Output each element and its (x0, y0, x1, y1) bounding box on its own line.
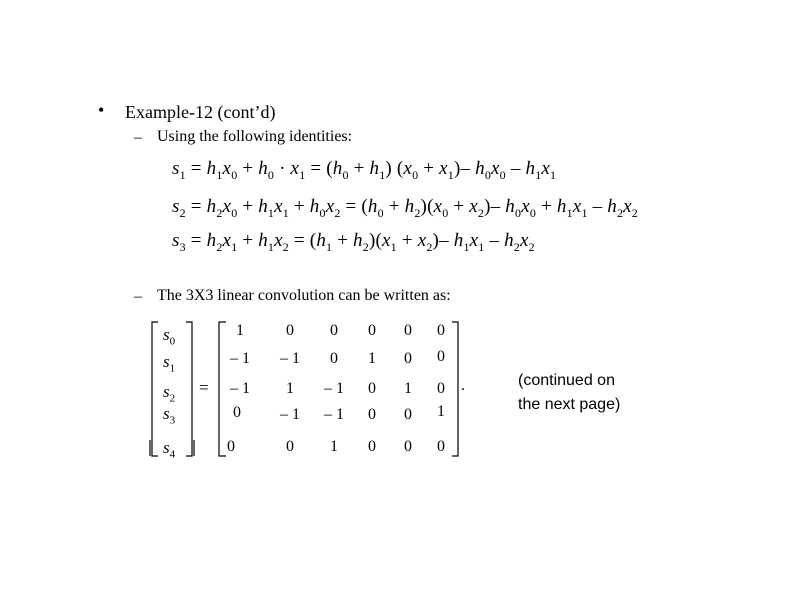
matrix-cell: 0 (286, 438, 294, 455)
matrix-cell: 0 (330, 350, 338, 367)
matrix-cell: 1 (404, 380, 412, 397)
s-vector-entry-3: $s_3$ (163, 404, 176, 427)
matrix-cell: 0 (404, 350, 412, 367)
matrix-cell: 0 (368, 322, 376, 339)
matrix-cell: 0 (227, 438, 235, 455)
matrix-cell: 0 (233, 404, 241, 421)
matrix-cell: 1 (330, 438, 338, 455)
matrix-cell: 0 (437, 438, 445, 455)
identity-equation-3: $s_3 = h_2x_1 + h_1x_2 = (h_1 + h_2)(x_1 + x_2)-$ $h_1x_1 - h_2x_2$ (172, 230, 535, 254)
continued-note (518, 369, 620, 417)
s-vector-entry-4: $s_4$ (163, 438, 176, 461)
continued-note-line-1: (continued on (518, 372, 615, 389)
sub-bullet-text-1: Using the following identities: (157, 128, 353, 145)
matrix-cell: 0 (437, 348, 445, 365)
sub-bullet-dash-2: – (134, 288, 142, 305)
matrix-cell: – 1 (324, 406, 344, 423)
svec-left-bracket (152, 322, 158, 456)
identity-equation-1: $s_1 = h_1x_0 + h_0 \cdot x_1 = (h_0 + h_1) (x_0 + x_1)-$ $h_0x_0 - h_1x_1$ (172, 158, 557, 182)
matrix-cell: 0 (404, 438, 412, 455)
matrix-cell: 0 (404, 322, 412, 339)
matrix-cell: 0 (368, 438, 376, 455)
matrix-cell: 1 (286, 380, 294, 397)
s-vector-entry-1: $s_1$ (163, 352, 176, 375)
continued-note-line-2: the next page) (518, 396, 621, 413)
matrix-cell: 0 (437, 380, 445, 397)
matrix-cell: 1 (368, 350, 376, 367)
matrix-cell: 0 (404, 406, 412, 423)
matrix-cell: 0 (330, 322, 338, 339)
equals-sign: = (199, 378, 209, 397)
matrix-cell: 0 (437, 322, 445, 339)
matrix-cell: 1 (236, 322, 244, 339)
sub-bullet-dash-1: – (134, 129, 142, 146)
matrix-cell: 0 (286, 322, 294, 339)
slide-title: Example-12 (cont’d) (125, 102, 276, 122)
matrix-cell: – 1 (230, 380, 250, 397)
svec-right-bracket (186, 322, 192, 456)
matrix-period: . (461, 377, 465, 394)
matrix-cell: – 1 (280, 406, 300, 423)
matrix-cell: – 1 (324, 380, 344, 397)
matrix-cell: 1 (437, 403, 445, 420)
sub-bullet-text-2: The 3X3 linear convolution can be written as: (157, 287, 451, 304)
bullet-dot: • (98, 100, 105, 120)
s-vector-entry-0: $s_0$ (163, 325, 176, 348)
s-vector-entry-2: $s_2$ (163, 382, 176, 405)
matrix-cell: 0 (368, 406, 376, 423)
identity-equation-2: $s_2 = h_2x_0 + h_1x_1 + h_0x_2 = (h_0 + h_2)(x_0 + x_2)-$ $h_0x_0 + h_1x_1 - h_2x_2$ (172, 196, 638, 220)
matrix-cell: – 1 (280, 350, 300, 367)
matrix-cell: 0 (368, 380, 376, 397)
matrix-cell: – 1 (230, 350, 250, 367)
